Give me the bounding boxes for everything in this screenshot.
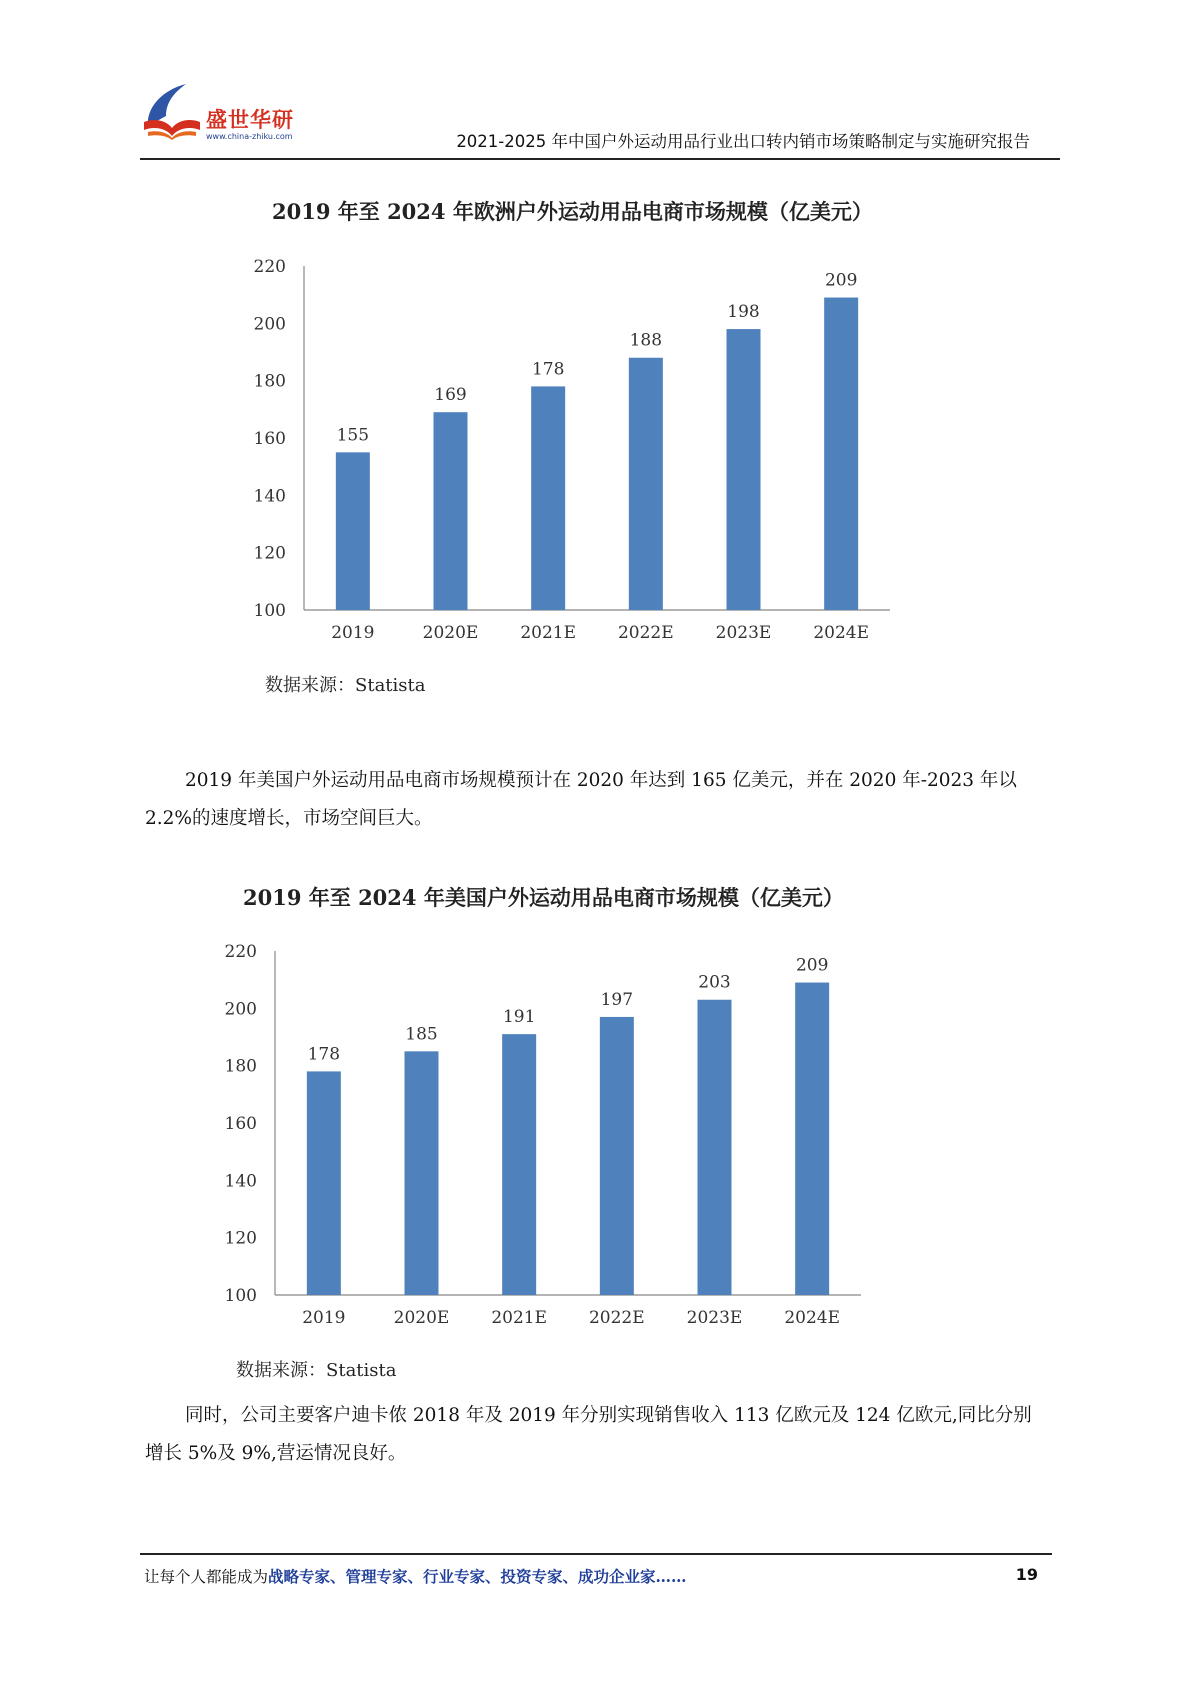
bar: [727, 329, 761, 610]
y-tick-label: 160: [224, 1114, 257, 1134]
data-label: 203: [698, 972, 731, 993]
bar: [336, 452, 370, 610]
x-tick-label: 2019: [302, 1308, 346, 1328]
data-label: 155: [336, 425, 370, 446]
report-title: 2021-2025 年中国户外运动用品行业出口转内销市场策略制定与实施研究报告: [456, 132, 1030, 151]
x-tick-label: 2022E: [588, 1308, 645, 1328]
data-label: 169: [434, 385, 467, 406]
data-label: 191: [502, 1007, 536, 1028]
chart-1: [240, 250, 940, 654]
logo-text: 盛世华研: [206, 108, 294, 132]
chart-2: [211, 935, 911, 1339]
bar: [307, 1071, 341, 1295]
data-label: 209: [824, 270, 858, 291]
y-tick-label: 200: [224, 999, 257, 1020]
bar: [824, 298, 858, 610]
bar: [795, 983, 829, 1295]
x-tick-label: 2020E: [422, 623, 479, 643]
chart-1-title: 2019 年至 2024 年欧洲户外运动用品电商市场规模（亿美元）: [272, 199, 873, 224]
data-label: 188: [629, 330, 663, 351]
footer-slogan: [144, 1565, 687, 1587]
data-label: 198: [727, 302, 760, 323]
bar: [434, 412, 468, 610]
chart-2-svg: [211, 935, 911, 1335]
x-tick-label: 2023E: [715, 623, 772, 643]
x-tick-label: 2022E: [617, 623, 674, 643]
paragraph-1: 2019 年美国户外运动用品电商市场规模预计在 2020 年达到 165 亿美元，并在 2020 年-2023 年以 2.2%的速度增长，市场空间巨大。: [145, 770, 1017, 829]
chart-2-title: 2019 年至 2024 年美国户外运动用品电商市场规模（亿美元）: [243, 885, 844, 910]
y-tick-label: 120: [253, 543, 286, 564]
bar: [629, 358, 663, 610]
x-tick-label: 2020E: [393, 1308, 450, 1328]
page-footer: [140, 1553, 1052, 1595]
x-tick-label: 2021E: [520, 623, 577, 643]
bar: [502, 1034, 536, 1295]
footer-prefix: 让每个人都能成为: [144, 1568, 269, 1586]
y-tick-label: 180: [224, 1056, 257, 1077]
bar: [698, 1000, 732, 1295]
y-tick-label: 120: [224, 1228, 257, 1249]
logo-url: www.china-zhiku.com: [206, 132, 293, 141]
y-tick-label: 140: [224, 1171, 257, 1192]
data-label: 178: [307, 1044, 341, 1065]
y-tick-label: 100: [253, 601, 286, 621]
y-tick-label: 100: [224, 1286, 257, 1306]
x-tick-label: 2023E: [686, 1308, 743, 1328]
paragraph-2: 同时，公司主要客户迪卡侬 2018 年及 2019 年分别实现销售收入 113 亿欧元及 124 亿欧元,同比分别增长 5%及 9%,营运情况良好。: [145, 1405, 1032, 1464]
y-tick-label: 220: [224, 942, 257, 962]
footer-highlight: 战略专家、管理专家、行业专家、投资专家、成功企业家……: [268, 1567, 687, 1586]
x-tick-label: 2024E: [784, 1308, 841, 1328]
book-swoosh-icon: [140, 82, 206, 142]
x-tick-label: 2019: [331, 623, 375, 643]
x-tick-label: 2021E: [491, 1308, 548, 1328]
y-tick-label: 180: [253, 371, 286, 392]
bar: [531, 386, 565, 610]
y-tick-label: 220: [253, 257, 286, 277]
y-tick-label: 140: [253, 486, 286, 507]
chart-1-source: 数据来源：Statista: [265, 675, 426, 696]
data-label: 197: [600, 989, 634, 1010]
page-header: [140, 82, 1060, 160]
y-tick-label: 160: [253, 429, 286, 449]
data-label: 178: [531, 359, 565, 380]
bar: [600, 1017, 634, 1295]
x-tick-label: 2024E: [813, 623, 870, 643]
chart-2-source: 数据来源：Statista: [236, 1360, 397, 1381]
logo: [140, 82, 320, 152]
bar: [405, 1051, 439, 1295]
chart-1-svg: [240, 250, 940, 650]
data-label: 209: [795, 955, 829, 976]
data-label: 185: [405, 1024, 438, 1045]
page-number: 19: [1015, 1565, 1038, 1584]
y-tick-label: 200: [253, 314, 286, 335]
